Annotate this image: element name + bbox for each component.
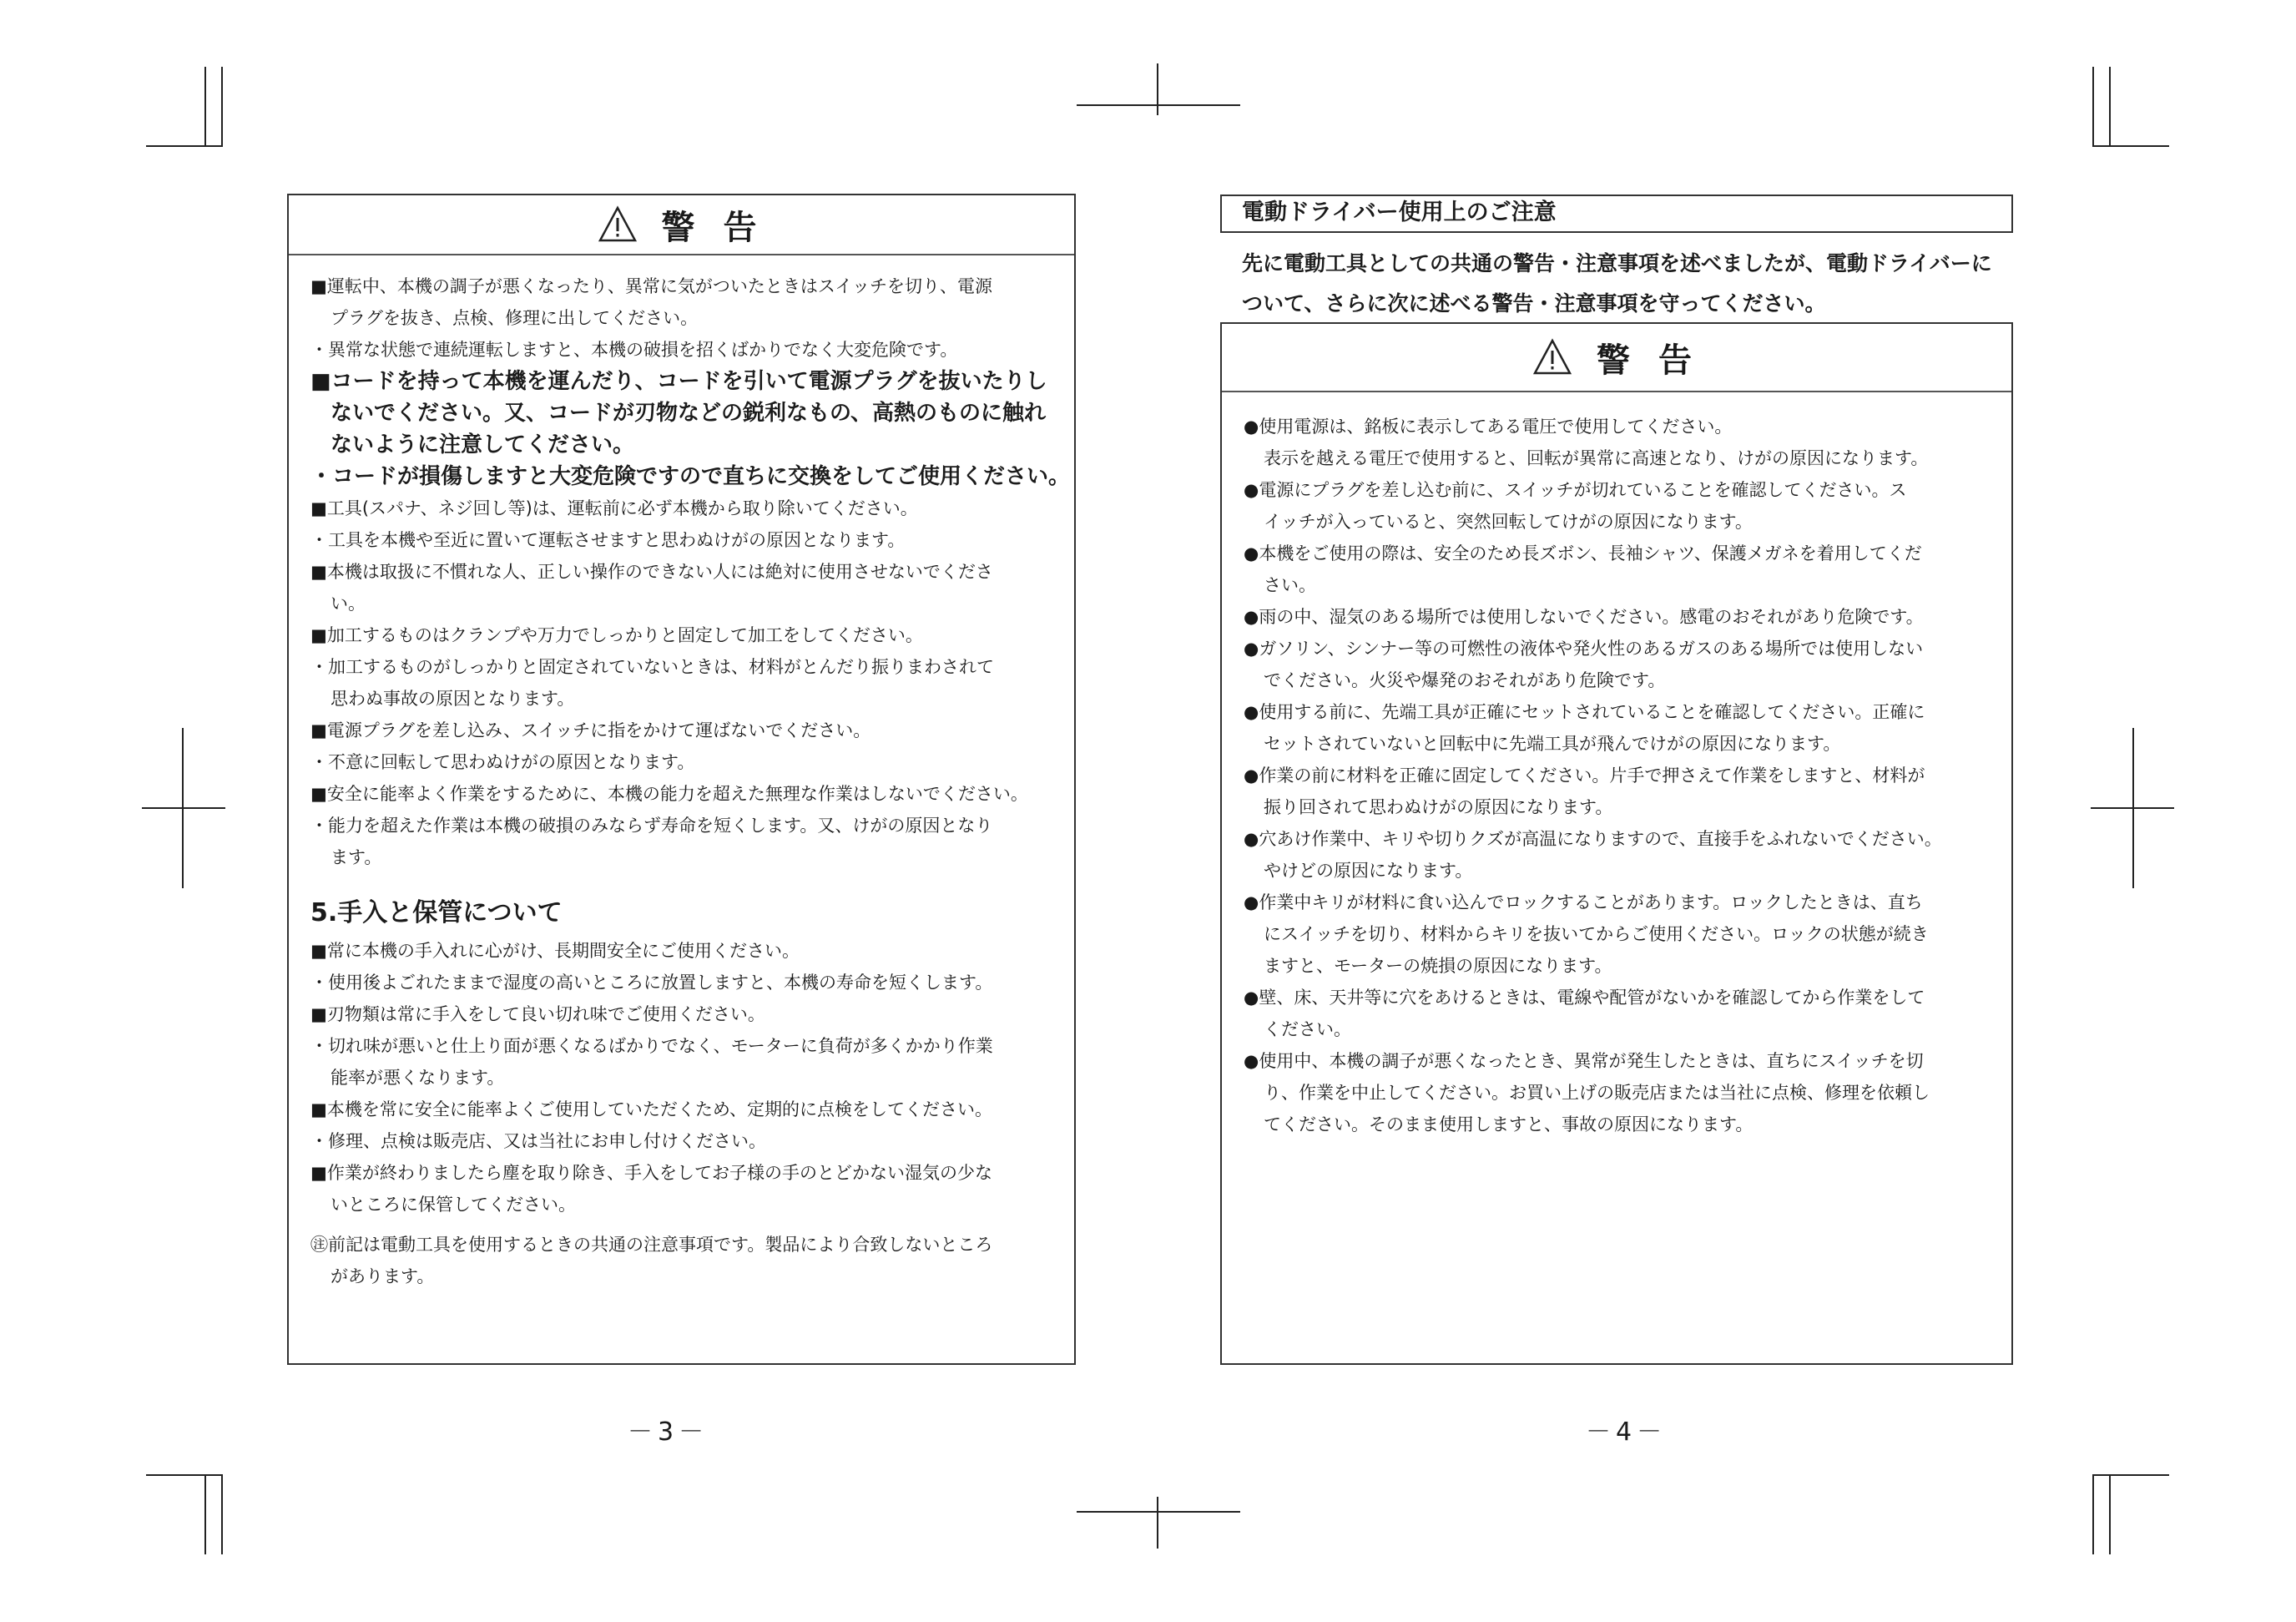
right-warning-line: さい。 bbox=[1264, 575, 1316, 595]
side-mark-right-h bbox=[2091, 807, 2174, 809]
left-warning-body bbox=[289, 255, 1074, 1292]
maintenance-line: いところに保管してください。 bbox=[331, 1195, 576, 1215]
right-intro bbox=[1242, 244, 1992, 324]
side-mark-left-h bbox=[142, 807, 225, 809]
maintenance-line: ■刃物類は常に手入をして良い切れ味でご使用ください。 bbox=[310, 1004, 765, 1024]
left-warning-line: ・異常な状態で連続運転しますと、本機の破損を招くばかりでなく大変危険です。 bbox=[310, 340, 958, 360]
crop-mark-br-v bbox=[2092, 1474, 2094, 1554]
left-warning-line: ・加工するものがしっかりと固定されていないときは、材料がとんだり振りまわされて bbox=[310, 657, 994, 677]
left-warning-line: ・工具を本機や至近に置いて運転させますと思わぬけがの原因となります。 bbox=[310, 530, 906, 550]
maintenance-line: ・切れ味が悪いと仕上り面が悪くなるばかりでなく、モーターに負荷が多くかかり作業 bbox=[310, 1036, 993, 1056]
right-warning-body bbox=[1222, 392, 2011, 1140]
right-warning-line: セットされていないと回転中に先端工具が飛んでけがの原因になります。 bbox=[1264, 734, 1841, 754]
crop-mark-br-h bbox=[2092, 1474, 2169, 1476]
left-warning-title: 警 告 bbox=[661, 208, 765, 247]
left-warning-line: プラグを抜き、点検、修理に出してください。 bbox=[331, 308, 699, 328]
left-warning-line: ■運転中、本機の調子が悪くなったり、異常に気がついたときはスイッチを切り、電源 bbox=[310, 276, 992, 296]
maintenance-line: ■本機を常に安全に能率よくご使用していただくため、定期的に点検をしてください。 bbox=[310, 1099, 992, 1119]
right-warning-line: イッチが入っていると、突然回転してけがの原因になります。 bbox=[1264, 512, 1753, 532]
center-mark-bottom-h bbox=[1077, 1511, 1240, 1513]
note-line: ㊟前記は電動工具を使用するときの共通の注意事項です。製品により合致しないところ bbox=[310, 1235, 993, 1255]
crop-mark-tl-v2 bbox=[204, 67, 206, 147]
right-warning-line: にスイッチを切り、材料からキリを抜いてからご使用ください。ロックの状態が続き bbox=[1264, 924, 1929, 944]
maintenance-lines bbox=[310, 935, 1057, 1220]
right-warning-title: 警 告 bbox=[1597, 341, 1700, 380]
left-warning-line: ■加工するものはクランプや万力でしっかりと固定して加工をしてください。 bbox=[310, 625, 923, 645]
note-lines bbox=[310, 1229, 1057, 1292]
left-warning-line: ・コードが損傷しますと大変危険ですので直ちに交換をしてご使用ください。 bbox=[310, 464, 1071, 489]
left-warning-line: ます。 bbox=[331, 847, 382, 867]
right-warning-line: ●使用する前に、先端工具が正確にセットされていることを確認してください。正確に bbox=[1244, 702, 1925, 722]
right-warning-line: ●穴あけ作業中、キリや切りクズが高温になりますので、直接手をふれないでください。 bbox=[1244, 829, 1942, 849]
right-warning-line: ●ガソリン、シンナー等の可燃性の液体や発火性のあるガスのある場所では使用しない bbox=[1244, 639, 1924, 659]
crop-mark-tl-v bbox=[221, 67, 223, 147]
left-warning-line: ないでください。又、コードが刃物などの鋭利なもの、高熱のものに触れ bbox=[331, 401, 1046, 426]
right-warning-line: ●雨の中、湿気のある場所では使用しないでください。感電のおそれがあり危険です。 bbox=[1244, 607, 1924, 627]
right-warning-line: り、作業を中止してください。お買い上げの販売店または当社に点検、修理を依頼し bbox=[1264, 1083, 1930, 1103]
left-warning-line: ■電源プラグを差し込み、スイッチに指をかけて運ばないでください。 bbox=[310, 720, 871, 740]
right-warning-line: でください。火災や爆発のおそれがあり危険です。 bbox=[1264, 670, 1666, 690]
page-number-right: －4－ bbox=[1586, 1417, 1668, 1447]
section-heading-maintenance: 5.手入と保管について bbox=[310, 898, 563, 927]
left-warning-line: い。 bbox=[331, 594, 366, 614]
right-intro-line-2: ついて、さらに次に述べる警告・注意事項を守ってください。 bbox=[1242, 291, 1826, 316]
crop-mark-tr-v2 bbox=[2109, 67, 2111, 147]
center-mark-bottom-v bbox=[1157, 1497, 1158, 1549]
right-warning-line: ●使用中、本機の調子が悪くなったとき、異常が発生したときは、直ちにスイッチを切 bbox=[1244, 1051, 1924, 1071]
crop-mark-tr-v bbox=[2092, 67, 2094, 147]
left-warning-line: ■安全に能率よく作業をするために、本機の能力を超えた無理な作業はしないでください。 bbox=[310, 784, 1028, 804]
right-warning-panel bbox=[1220, 322, 2013, 1365]
left-warning-lines bbox=[310, 270, 1071, 873]
left-warning-panel bbox=[287, 194, 1076, 1365]
maintenance-line: ・修理、点検は販売店、又は当社にお申し付けください。 bbox=[310, 1131, 766, 1151]
right-warning-line: ますと、モーターの焼損の原因になります。 bbox=[1264, 956, 1612, 976]
right-warning-line: ●作業中キリが材料に食い込んでロックすることがあります。ロックしたときは、直ち bbox=[1244, 892, 1923, 912]
warning-triangle-icon bbox=[598, 205, 637, 244]
maintenance-line: ・使用後よごれたままで湿度の高いところに放置しますと、本機の寿命を短くします。 bbox=[310, 973, 993, 993]
warning-triangle-icon bbox=[1533, 338, 1572, 376]
right-warning-line: 表示を越える電圧で使用すると、回転が異常に高速となり、けがの原因になります。 bbox=[1264, 448, 1929, 468]
left-warning-line: ないように注意してください。 bbox=[331, 432, 635, 457]
left-warning-line: ■コードを持って本機を運んだり、コードを引いて電源プラグを抜いたりし bbox=[310, 369, 1047, 394]
maintenance-line: ■作業が終わりましたら塵を取り除き、手入をしてお子様の手のとどかない湿気の少な bbox=[310, 1163, 992, 1183]
right-warning-line: ください。 bbox=[1264, 1019, 1351, 1039]
maintenance-line: 能率が悪くなります。 bbox=[331, 1068, 505, 1088]
left-warning-line: ・能力を超えた作業は本機の破損のみならず寿命を短くします。又、けがの原因となり bbox=[310, 816, 993, 836]
page-number-left: －3－ bbox=[628, 1417, 709, 1447]
crop-mark-bl-v bbox=[221, 1474, 223, 1554]
crop-mark-tl-h bbox=[146, 145, 223, 147]
right-warning-line: ●本機をご使用の際は、安全のため長ズボン、長袖シャツ、保護メガネを着用してくだ bbox=[1244, 543, 1922, 563]
crop-mark-br-v2 bbox=[2109, 1474, 2111, 1554]
right-intro-line-1: 先に電動工具としての共通の警告・注意事項を述べましたが、電動ドライバーに bbox=[1242, 251, 1992, 275]
maintenance-line: ■常に本機の手入れに心がけ、長期間安全にご使用ください。 bbox=[310, 941, 800, 961]
note-line: があります。 bbox=[331, 1266, 435, 1286]
left-warning-line: 思わぬ事故の原因となります。 bbox=[331, 689, 575, 709]
right-warning-line: ●壁、床、天井等に穴をあけるときは、電線や配管がないかを確認してから作業をして bbox=[1244, 988, 1925, 1008]
crop-mark-bl-h bbox=[146, 1474, 223, 1476]
crop-mark-bl-v2 bbox=[204, 1474, 206, 1554]
left-warning-line: ・不意に回転して思わぬけがの原因となります。 bbox=[310, 752, 695, 772]
right-warning-line: 振り回されて思わぬけがの原因になります。 bbox=[1264, 797, 1613, 817]
left-warning-line: ■工具(スパナ、ネジ回し等)は、運転前に必ず本機から取り除いてください。 bbox=[310, 498, 918, 518]
right-warning-line: ●電源にプラグを差し込む前に、スイッチが切れていることを確認してください。ス bbox=[1244, 480, 1907, 500]
right-warning-lines bbox=[1244, 411, 1995, 1140]
right-warning-line: てください。そのまま使用しますと、事故の原因になります。 bbox=[1264, 1114, 1754, 1134]
crop-mark-tr-h bbox=[2092, 145, 2169, 147]
center-mark-top-v bbox=[1157, 63, 1158, 115]
right-warning-line: やけどの原因になります。 bbox=[1264, 861, 1473, 881]
left-warning-header bbox=[289, 195, 1074, 255]
right-warning-line: ●使用電源は、銘板に表示してある電圧で使用してください。 bbox=[1244, 417, 1733, 437]
left-warning-line: ■本機は取扱に不慣れな人、正しい操作のできない人には絶対に使用させないでくださ bbox=[310, 562, 993, 582]
center-mark-top-h bbox=[1077, 104, 1240, 106]
right-warning-header bbox=[1222, 324, 2011, 392]
right-warning-line: ●作業の前に材料を正確に固定してください。片手で押さえて作業をしますと、材料が bbox=[1244, 766, 1925, 786]
right-page-title: 電動ドライバー使用上のご注意 bbox=[1220, 195, 2013, 233]
